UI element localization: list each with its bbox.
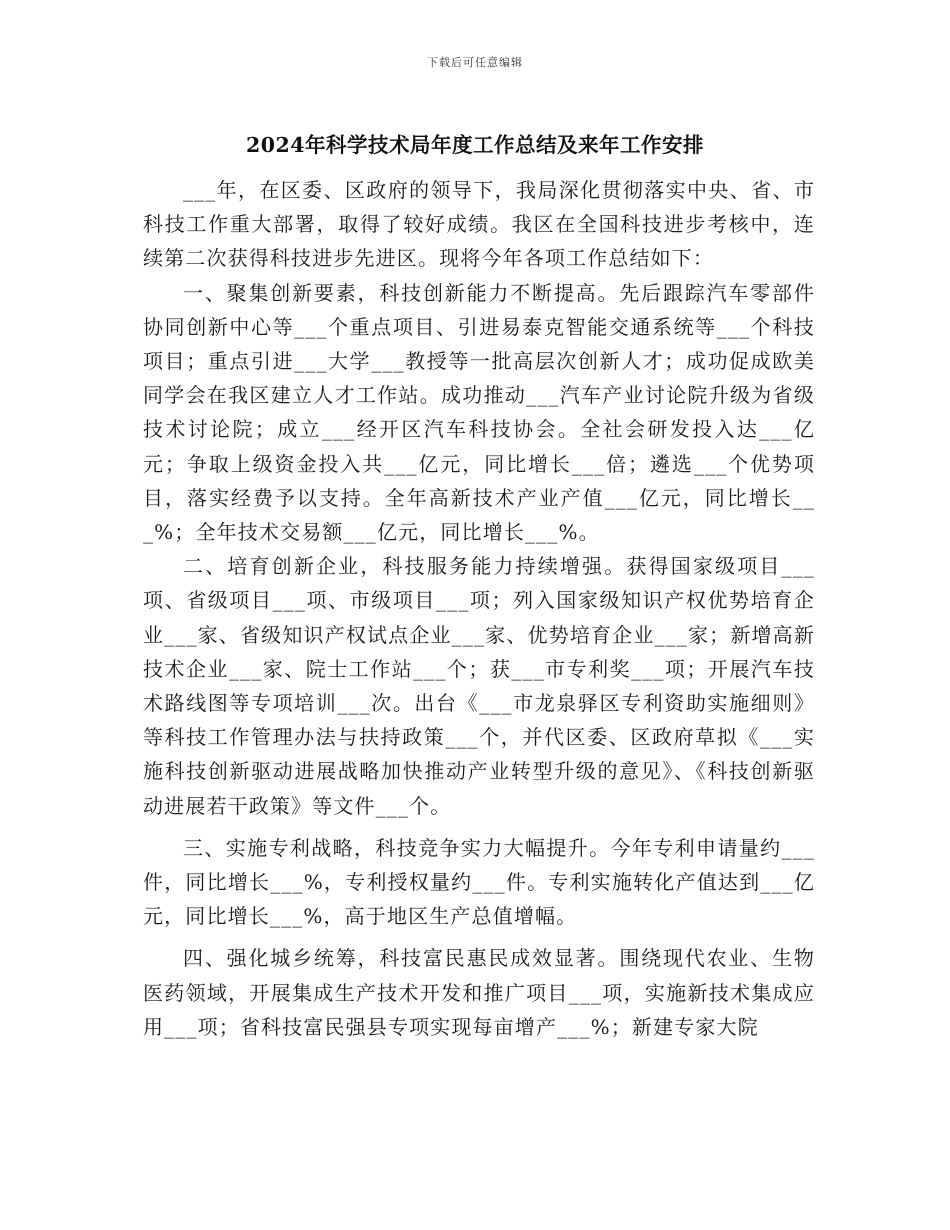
- paragraph-section-4: 四、强化城乡统筹，科技富民惠民成效显著。围绕现代农业、生物医药领域，开展集成生产技术开发和推广项目___项，实施新技术集成应用___项；省科技富民强县专项实现每亩增产___%；新建专家大院: [143, 946, 815, 1039]
- paragraph-section-3: 三、实施专利战略，科技竞争实力大幅提升。今年专利申请量约___件，同比增长___%，专利授权量约___件。专利实施转化产值达到___亿元，同比增长___%，高于地区生产总值增幅。: [143, 835, 815, 929]
- paragraph-section-2: 二、培育创新企业，科技服务能力持续增强。获得国家级项目___项、省级项目___项、市级项目___项；列入国家级知识产权优势培育企业___家、省级知识产权试点企业___家、优势培育企业___家；新增高新技术企业___家、院士工作站___个；获___市专利奖___项；开展汽车技术路线图等专项培训___次。出台《___市龙泉驿区专利资助实施细则》等科技工作管理办法与扶持政策___个，并代区委、区政府草拟《___实施科技创新驱动进展战略加快推动产业转型升级的意见》、《科技创新驱动进展若干政策》等文件___个。: [143, 554, 815, 818]
- paragraph-intro: ___年，在区委、区政府的领导下，我局深化贯彻落实中央、省、市科技工作重大部署，取得了较好成绩。我区在全国科技进步考核中，连续第二次获得科技进步先进区。现将今年各项工作总结如下：: [143, 178, 815, 271]
- paragraph-section-1: 一、聚集创新要素，科技创新能力不断提高。先后跟踪汽车零部件协同创新中心等___个重点项目、引进易泰克智能交通系统等___个科技项目；重点引进___大学___教授等一批高层次创新人才；成功促成欧美同学会在我区建立人才工作站。成功推动___汽车产业讨论院升级为省级技术讨论院；成立___经开区汽车科技协会。全社会研发投入达___亿元；争取上级资金投入共___亿元，同比增长___倍；遴选___个优势项目，落实经费予以支持。全年高新技术产业产值___亿元，同比增长___%；全年技术交易额___亿元，同比增长___%。: [143, 280, 815, 545]
- header-note: 下载后可任意编辑: [427, 56, 523, 69]
- document-title: 2024年科学技术局年度工作总结及来年工作安排: [245, 133, 705, 157]
- document-body: [143, 173, 815, 1044]
